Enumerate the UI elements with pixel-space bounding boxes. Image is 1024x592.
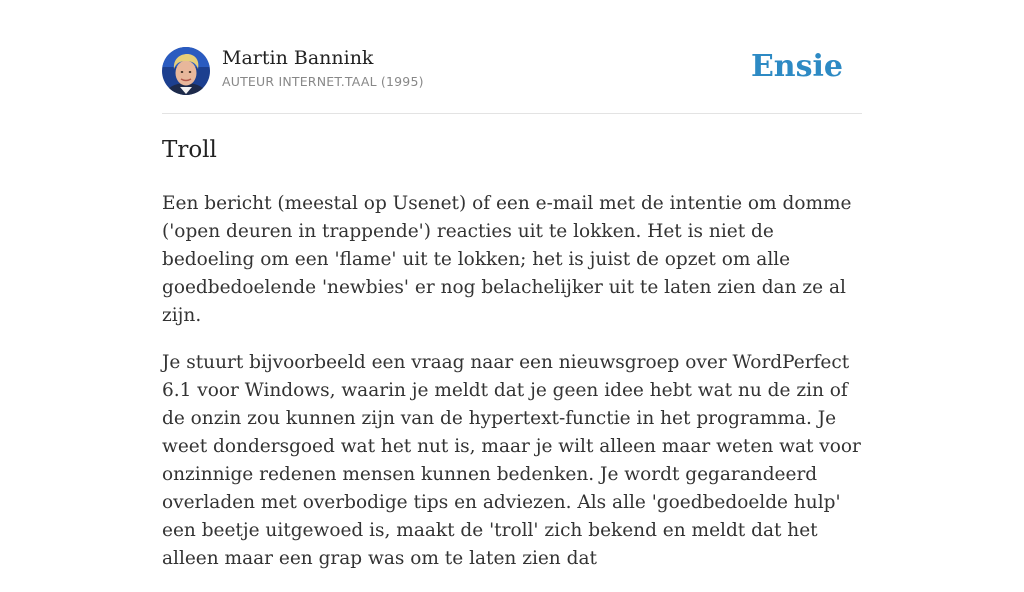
entry-body <box>162 190 866 592</box>
entry-title: Troll <box>162 137 217 163</box>
author-name[interactable]: Martin Bannink <box>222 47 374 69</box>
author-role: AUTEUR INTERNET.TAAL (1995) <box>222 74 424 89</box>
author-header <box>162 46 862 96</box>
header-divider <box>162 113 862 114</box>
entry-paragraph: Je stuurt bijvoorbeeld een vraag naar een nieuwsgroep over WordPerfect 6.1 voor Windows, waarin je meldt dat je geen idee hebt wat nu de zin of de onzin zou kunnen zijn van de hypertext-functie in het programma. Je weet dondersgoed wat het nut is, maar je wilt alleen maar weten wat voor onzinnige redenen mensen kunnen bedenken. Je wordt gegarandeerd overladen met overbodige tips en adviezen. Als alle 'goedbedoelde hulp' een beetje uitgewoed is, maakt de 'troll' zich bekend en meldt dat het alleen maar een grap was om te laten zien dat <box>162 352 861 569</box>
entry-paragraph: Een bericht (meestal op Usenet) of een e-mail met de intentie om domme ('open deuren in trappende') reacties uit te lokken. Het is niet de bedoeling om een 'flame' uit te lokken; het is juist de opzet om alle goedbedoelende 'newbies' er nog belachelijker uit te laten zien dan ze al zijn. <box>162 193 852 326</box>
author-avatar[interactable] <box>162 47 210 95</box>
ensie-logo[interactable]: Ensie <box>750 49 843 84</box>
